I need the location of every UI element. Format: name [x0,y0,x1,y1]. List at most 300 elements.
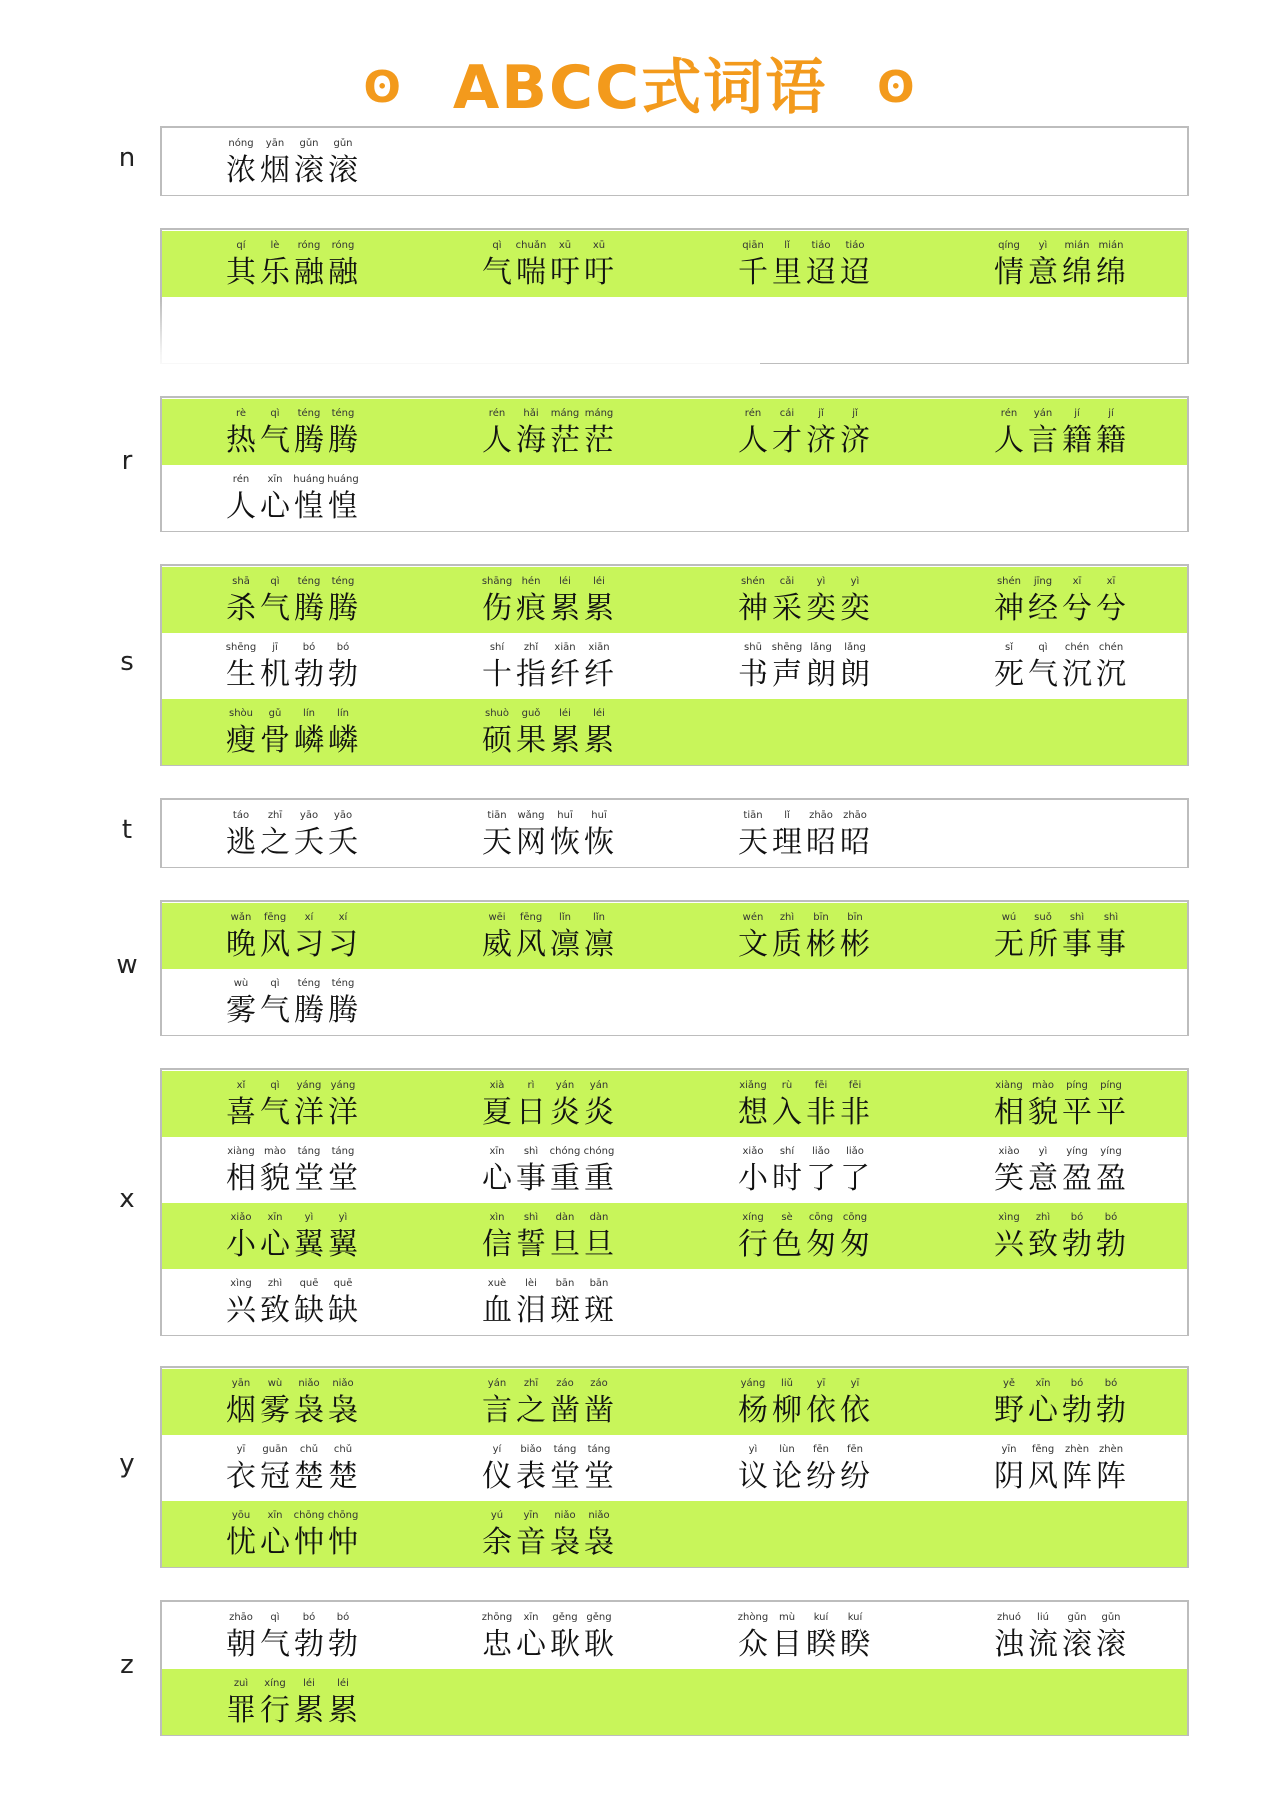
pinyin-syllable: yān [265,138,285,149]
word-entry [418,1435,674,1501]
pinyin-line [224,1277,418,1291]
pinyin-syllable: zhǐ [523,642,539,653]
pinyin-line [224,809,418,823]
word-chinese [224,721,418,761]
word-chinese [224,487,418,527]
pinyin-line [480,1377,674,1391]
pinyin-syllable: bó [302,642,316,653]
pinyin-syllable: léi [337,1678,349,1689]
hanzi-char: 果 [516,723,546,758]
pinyin-syllable: jīng [1033,576,1053,587]
pinyin-syllable: lǎng [810,642,832,653]
word-entry [162,399,418,465]
hanzi-char: 心 [260,1227,290,1262]
group-letter: s [120,647,134,677]
hanzi-char: 非 [806,1095,836,1130]
hanzi-char: 累 [294,1693,324,1728]
pinyin-line [224,641,418,655]
hanzi-char: 匆 [806,1227,836,1262]
pinyin-syllable: zhì [267,1278,283,1289]
pinyin-line [480,1509,674,1523]
word-chinese [224,925,418,965]
table-row [162,465,1187,531]
pinyin-syllable: chuǎn [515,240,547,251]
table-row [162,969,1187,1035]
hanzi-char: 气 [260,423,290,458]
word-chinese [992,1225,1186,1265]
hanzi-char: 累 [550,591,580,626]
pinyin-syllable: cōng [808,1212,834,1223]
hanzi-char: 朗 [840,657,870,692]
hanzi-char: 网 [516,825,546,860]
word-entry [674,801,930,867]
pinyin-line [992,575,1186,589]
pinyin-syllable: rì [527,1080,535,1091]
pinyin-syllable: lǐ [784,240,790,251]
word-chinese [736,1625,930,1665]
word-chinese [480,721,674,761]
pinyin-syllable: yíng [1100,1146,1122,1157]
hanzi-char: 堂 [294,1161,324,1196]
pinyin-syllable: xīn [523,1612,539,1623]
word-entry [162,1203,418,1269]
hanzi-char: 论 [772,1459,802,1494]
word-table [160,564,1189,766]
hanzi-char: 腾 [328,423,358,458]
pinyin-syllable: liǎo [846,1146,864,1157]
hanzi-char: 凿 [550,1393,580,1428]
word-entry [162,1269,418,1335]
hanzi-char: 指 [516,657,546,692]
hanzi-char: 才 [772,423,802,458]
hanzi-char: 之 [260,825,290,860]
hanzi-char: 冠 [260,1459,290,1494]
word-chinese [736,1391,930,1431]
hanzi-char: 炎 [550,1095,580,1130]
word-entry [930,399,1186,465]
word-chinese [992,655,1186,695]
pinyin-syllable: lín [303,708,315,719]
word-chinese [992,925,1186,965]
pinyin-line [736,1611,930,1625]
hanzi-char: 睽 [840,1627,870,1662]
hanzi-char: 风 [516,927,546,962]
word-entry [162,129,418,195]
pinyin-syllable: yíng [1066,1146,1088,1157]
hanzi-char: 累 [328,1693,358,1728]
hanzi-char: 情 [994,255,1024,290]
hanzi-char: 翼 [294,1227,324,1262]
pinyin-line [224,707,418,721]
hanzi-char: 勃 [328,657,358,692]
word-chinese [224,1093,418,1133]
hanzi-char: 罪 [226,1693,256,1728]
pinyin-syllable: xīn [267,1212,283,1223]
hanzi-char: 籍 [1062,423,1092,458]
word-chinese [224,1457,418,1497]
hanzi-char: 缺 [294,1293,324,1328]
pinyin-line [992,911,1186,925]
pinyin-line [480,575,674,589]
hanzi-char: 吁 [550,255,580,290]
word-chinese [224,1291,418,1331]
pinyin-syllable: chōng [327,1510,359,1521]
table-row [162,903,1187,969]
pinyin-syllable: qiān [742,240,764,251]
blur-overlay [140,300,760,390]
word-entry [930,1435,1186,1501]
word-entry [418,1071,674,1137]
word-chinese [480,1523,674,1563]
hanzi-char: 阵 [1096,1459,1126,1494]
hanzi-char: 袅 [584,1525,614,1560]
pinyin-syllable: bó [336,642,350,653]
hanzi-char: 融 [328,255,358,290]
pinyin-syllable: léi [559,708,571,719]
hanzi-char: 腾 [328,993,358,1028]
pinyin-syllable: lǎng [844,642,866,653]
hanzi-char: 神 [738,591,768,626]
word-entry [930,903,1186,969]
pinyin-syllable: táo [232,810,250,821]
group-letter: t [121,815,133,845]
pinyin-syllable: xiǎng [739,1080,767,1091]
group-letter: r [121,446,133,476]
pinyin-syllable: qì [270,1612,280,1623]
hanzi-char: 行 [738,1227,768,1262]
hanzi-char: 纷 [806,1459,836,1494]
pinyin-line [224,1509,418,1523]
hanzi-char: 入 [772,1095,802,1130]
page-title [0,48,1280,128]
word-entry [418,1269,674,1335]
word-chinese [480,1391,674,1431]
pinyin-syllable: shāng [481,576,513,587]
hanzi-char: 所 [1028,927,1058,962]
pinyin-syllable: téng [331,978,355,989]
pinyin-line [736,1079,930,1093]
hanzi-char: 夭 [328,825,358,860]
hanzi-char: 烟 [260,153,290,188]
pinyin-syllable: léi [593,708,605,719]
hanzi-char: 伤 [482,591,512,626]
pinyin-syllable: yán [589,1080,609,1091]
word-entry [930,1203,1186,1269]
hanzi-char: 凿 [584,1393,614,1428]
hanzi-char: 事 [1096,927,1126,962]
pinyin-syllable: xiàng [995,1080,1023,1091]
hanzi-char: 气 [482,255,512,290]
pinyin-syllable: biǎo [520,1444,542,1455]
pinyin-syllable: fēn [812,1444,829,1455]
pinyin-line [736,911,930,925]
hanzi-char: 血 [482,1293,512,1328]
pinyin-syllable: wén [742,912,764,923]
pinyin-syllable: liú [1037,1612,1049,1623]
pinyin-syllable: xī [1106,576,1116,587]
table-row [162,1603,1187,1669]
pinyin-line [480,911,674,925]
hanzi-char: 热 [226,423,256,458]
pinyin-syllable: kuí [847,1612,863,1623]
word-table [160,1068,1189,1336]
pinyin-syllable: zhāo [843,810,867,821]
hanzi-char: 目 [772,1627,802,1662]
pinyin-syllable: xuè [487,1278,507,1289]
pinyin-syllable: yì [748,1444,758,1455]
pinyin-syllable: yì [1038,240,1048,251]
pinyin-syllable: huī [591,810,607,821]
hanzi-char: 洋 [328,1095,358,1130]
word-chinese [224,421,418,461]
pinyin-syllable: yì [816,576,826,587]
pinyin-line [480,1277,674,1291]
hanzi-char: 朗 [806,657,836,692]
hanzi-char: 堂 [584,1459,614,1494]
hanzi-char: 平 [1062,1095,1092,1130]
hanzi-char: 勃 [328,1627,358,1662]
word-entry [674,1137,930,1203]
word-chinese [992,1457,1186,1497]
pinyin-line [992,1611,1186,1625]
word-chinese [224,253,418,293]
pinyin-line [224,473,418,487]
group-letter: w [116,950,138,980]
word-entry [930,1369,1186,1435]
pinyin-line [480,641,674,655]
pinyin-syllable: yáng [740,1378,766,1389]
pinyin-line [224,1079,418,1093]
hanzi-char: 心 [482,1161,512,1196]
pinyin-syllable: dàn [589,1212,609,1223]
hanzi-char: 习 [294,927,324,962]
pinyin-syllable: tiān [743,810,763,821]
pinyin-syllable: yī [850,1378,860,1389]
word-chinese [480,925,674,965]
pinyin-syllable: wēi [488,912,506,923]
hanzi-char: 融 [294,255,324,290]
hanzi-char: 千 [738,255,768,290]
pinyin-syllable: xí [304,912,314,923]
pinyin-syllable: lǐn [593,912,605,923]
pinyin-line [224,1677,418,1691]
word-entry [162,1369,418,1435]
word-chinese [480,1625,674,1665]
pinyin-line [992,1443,1186,1457]
pinyin-syllable: yīn [523,1510,539,1521]
word-chinese [992,1159,1186,1199]
hanzi-char: 硕 [482,723,512,758]
hanzi-char: 威 [482,927,512,962]
hanzi-char: 喘 [516,255,546,290]
pinyin-syllable: mù [778,1612,796,1623]
hanzi-char: 昭 [806,825,836,860]
word-entry [674,1203,930,1269]
word-chinese [992,253,1186,293]
pinyin-syllable: fēng [263,912,287,923]
pinyin-syllable: yán [487,1378,507,1389]
pinyin-syllable: mián [1064,240,1090,251]
word-chinese [736,655,930,695]
pinyin-syllable: zhì [1035,1212,1051,1223]
pinyin-syllable: yōu [231,1510,251,1521]
pinyin-line [480,1145,674,1159]
word-chinese [736,1457,930,1497]
pinyin-syllable: xū [592,240,606,251]
hanzi-char: 累 [584,723,614,758]
pinyin-line [480,1211,674,1225]
pinyin-syllable: qì [270,576,280,587]
hanzi-char: 勃 [1096,1227,1126,1262]
word-chinese [736,823,930,863]
pinyin-syllable: shū [744,642,762,653]
word-table [160,1366,1189,1568]
pinyin-syllable: chǔ [333,1444,353,1455]
hanzi-char: 瘦 [226,723,256,758]
hanzi-char: 气 [1028,657,1058,692]
pinyin-syllable: bīn [847,912,863,923]
hanzi-char: 风 [260,927,290,962]
pinyin-line [992,1211,1186,1225]
hanzi-char: 神 [994,591,1024,626]
hanzi-char: 兮 [1062,591,1092,626]
word-entry [418,1369,674,1435]
word-chinese [480,1093,674,1133]
hanzi-char: 天 [738,825,768,860]
word-entry [418,903,674,969]
hanzi-char: 人 [994,423,1024,458]
word-entry [418,1203,674,1269]
hanzi-char: 相 [994,1095,1024,1130]
pinyin-syllable: dàn [555,1212,575,1223]
hanzi-char: 天 [482,825,512,860]
hanzi-char: 质 [772,927,802,962]
hanzi-char: 海 [516,423,546,458]
hanzi-char: 想 [738,1095,768,1130]
hanzi-char: 忡 [328,1525,358,1560]
pinyin-syllable: rén [488,408,506,419]
group-letter: x [119,1184,135,1214]
hanzi-char: 心 [260,1525,290,1560]
pinyin-syllable: wǎng [517,810,545,821]
hanzi-char: 茫 [550,423,580,458]
hanzi-char: 奕 [806,591,836,626]
hanzi-char: 腾 [294,591,324,626]
pinyin-syllable: bó [302,1612,316,1623]
pinyin-syllable: mián [1098,240,1124,251]
word-chinese [480,1291,674,1331]
hanzi-char: 晚 [226,927,256,962]
hanzi-char: 勃 [1062,1227,1092,1262]
hanzi-char: 了 [806,1161,836,1196]
pinyin-syllable: shí [779,1146,795,1157]
hanzi-char: 耿 [584,1627,614,1662]
word-entry [418,699,674,765]
pinyin-line [736,809,930,823]
word-chinese [992,589,1186,629]
pinyin-syllable: xíng [264,1678,286,1689]
pinyin-syllable: róng [297,240,321,251]
pinyin-syllable: zhì [779,912,795,923]
pinyin-syllable: liǔ [781,1378,793,1389]
hanzi-char: 堂 [550,1459,580,1494]
word-entry [674,633,930,699]
table-row [162,1071,1187,1137]
pinyin-syllable: niǎo [554,1510,576,1521]
pinyin-syllable: shā [232,576,250,587]
pinyin-syllable: qì [492,240,502,251]
word-entry [162,801,418,867]
word-entry [418,1603,674,1669]
pinyin-syllable: gǔ [268,708,282,719]
hanzi-char: 杀 [226,591,256,626]
word-entry [162,231,418,297]
hanzi-char: 依 [806,1393,836,1428]
pinyin-syllable: lèi [525,1278,537,1289]
pinyin-syllable: xī [1072,576,1082,587]
pinyin-syllable: shén [740,576,766,587]
pinyin-line [736,575,930,589]
pinyin-syllable: gǔn [299,138,319,149]
pinyin-syllable: zhāo [229,1612,253,1623]
pinyin-syllable: rè [235,408,247,419]
hanzi-char: 凛 [550,927,580,962]
pinyin-syllable: xìng [998,1212,1020,1223]
pinyin-syllable: yí [492,1444,502,1455]
hanzi-char: 嶙 [294,723,324,758]
word-chinese [224,1225,418,1265]
pinyin-syllable: záo [590,1378,608,1389]
table-row [162,1669,1187,1735]
pinyin-syllable: fēi [848,1080,862,1091]
hanzi-char: 旦 [584,1227,614,1262]
hanzi-char: 滚 [328,153,358,188]
hanzi-char: 雾 [260,1393,290,1428]
pinyin-syllable: gǔn [1101,1612,1121,1623]
hanzi-char: 誓 [516,1227,546,1262]
pinyin-syllable: bān [555,1278,575,1289]
pinyin-syllable: bān [589,1278,609,1289]
left-mark-icon: ʘ [363,62,403,113]
table-row [162,1501,1187,1567]
word-entry [162,567,418,633]
pinyin-line [224,977,418,991]
word-table [160,1600,1189,1736]
pinyin-syllable: yáng [330,1080,356,1091]
pinyin-syllable: cái [779,408,795,419]
hanzi-char: 骨 [260,723,290,758]
pinyin-line [992,239,1186,253]
word-table [160,798,1189,868]
hanzi-char: 腾 [294,993,324,1028]
hanzi-char: 迢 [806,255,836,290]
hanzi-char: 经 [1028,591,1058,626]
pinyin-syllable: jí [1108,408,1114,419]
hanzi-char: 理 [772,825,802,860]
pinyin-line [224,137,418,151]
pinyin-syllable: róng [331,240,355,251]
hanzi-char: 事 [1062,927,1092,962]
pinyin-syllable: qì [270,408,280,419]
pinyin-syllable: yī [816,1378,826,1389]
hanzi-char: 里 [772,255,802,290]
table-row [162,399,1187,465]
table-row [162,1203,1187,1269]
pinyin-syllable: téng [297,978,321,989]
pinyin-syllable: yě [1002,1378,1016,1389]
hanzi-char: 喜 [226,1095,256,1130]
hanzi-char: 滚 [294,153,324,188]
